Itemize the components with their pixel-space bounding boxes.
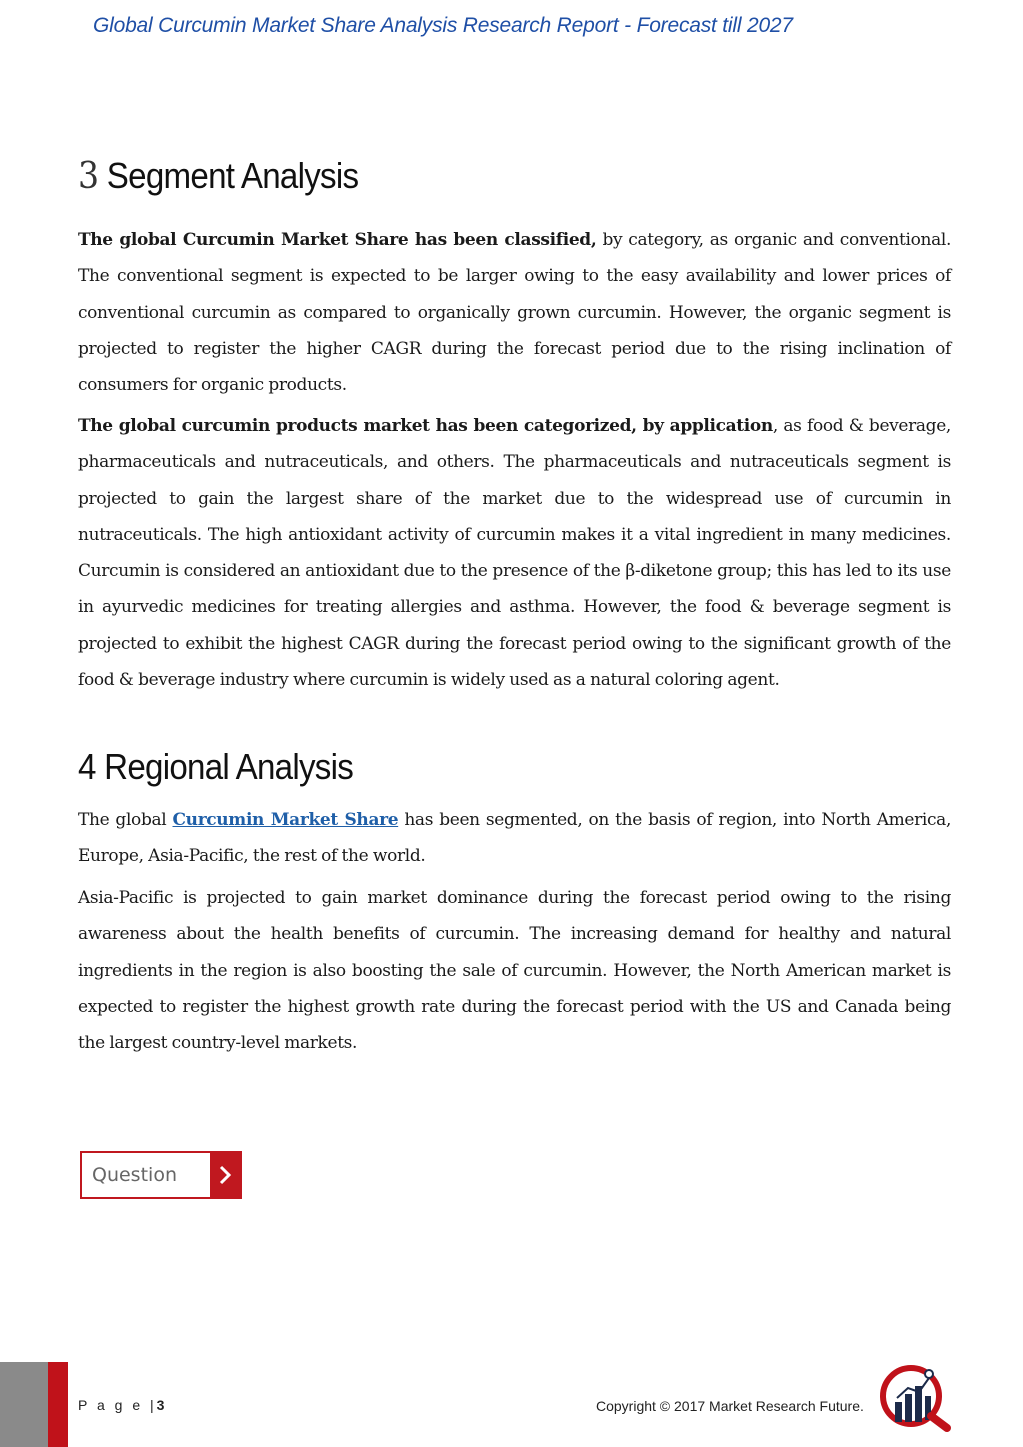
- chevron-right-icon: [210, 1153, 240, 1197]
- question-button[interactable]: [80, 1151, 242, 1199]
- application-paragraph: [78, 408, 951, 698]
- curcumin-market-share-link[interactable]: Curcumin Market Share: [172, 810, 399, 830]
- category-lead: The global Curcumin Market Share has been classified,: [78, 230, 597, 250]
- footer-gray-bar: [0, 1362, 48, 1447]
- region-intro: The global: [78, 810, 173, 830]
- footer-red-bar: [48, 1362, 68, 1447]
- question-label: Question: [92, 1164, 177, 1186]
- magnifier-chart-logo-icon: [875, 1362, 953, 1434]
- segment-analysis-heading: [78, 155, 358, 197]
- report-header-title: Global Curcumin Market Share Analysis Research Report - Forecast till 2027: [93, 14, 793, 37]
- application-lead: The global curcumin products market has been categorized, by application: [78, 416, 773, 436]
- asia-pacific-paragraph: Asia-Pacific is projected to gain market dominance during the forecast period owing to the rising awareness about the health benefits of curcumin. The increasing demand for healthy and natural ingredients in the region is also boosting the sale of curcumin. However, the North American market is expected to register the highest growth rate during the forecast period with the US and Canada being the largest country-level markets.: [78, 888, 951, 1054]
- page-indicator: [78, 1397, 164, 1413]
- page-label: P a g e |: [78, 1397, 157, 1413]
- application-body: , as food & beverage, pharmaceuticals and nutraceuticals, and others. The pharmaceuticals and nutraceuticals segment is projected to gain the largest share of the market due to the widespread use of curcumin in nutraceuticals. The high antioxidant activity of curcumin makes it a vital ingredient in many medicines. Curcumin is considered an antioxidant due to the presence of the β-diketone group; this has led to its use in ayurvedic medicines for treating allergies and asthma. However, the food & beverage segment is projected to exhibit the highest CAGR during the forecast period owing to the significant growth of the food & beverage industry where curcumin is widely used as a natural coloring agent.: [78, 416, 951, 691]
- category-paragraph: [78, 222, 951, 403]
- regional-analysis-heading: 4 Regional Analysis: [78, 746, 354, 787]
- page-number: 3: [156, 1397, 165, 1413]
- section-number: 3: [78, 156, 99, 197]
- copyright-text: Copyright © 2017 Market Research Future.: [596, 1398, 864, 1414]
- category-body: by category, as organic and conventional. The conventional segment is expected to be larger owing to the easy availability and lower prices of conventional curcumin as compared to organically grown curcumin. However, the organic segment is projected to register the higher CAGR during the forecast period due to the rising inclination of consumers for organic products.: [78, 230, 952, 396]
- section-title: Segment Analysis: [106, 155, 359, 196]
- region-list: has been segmented, on the basis of region, into North America, Europe, Asia-Pacific, the rest of the world.: [78, 810, 952, 867]
- region-segmentation-paragraph: [78, 802, 951, 875]
